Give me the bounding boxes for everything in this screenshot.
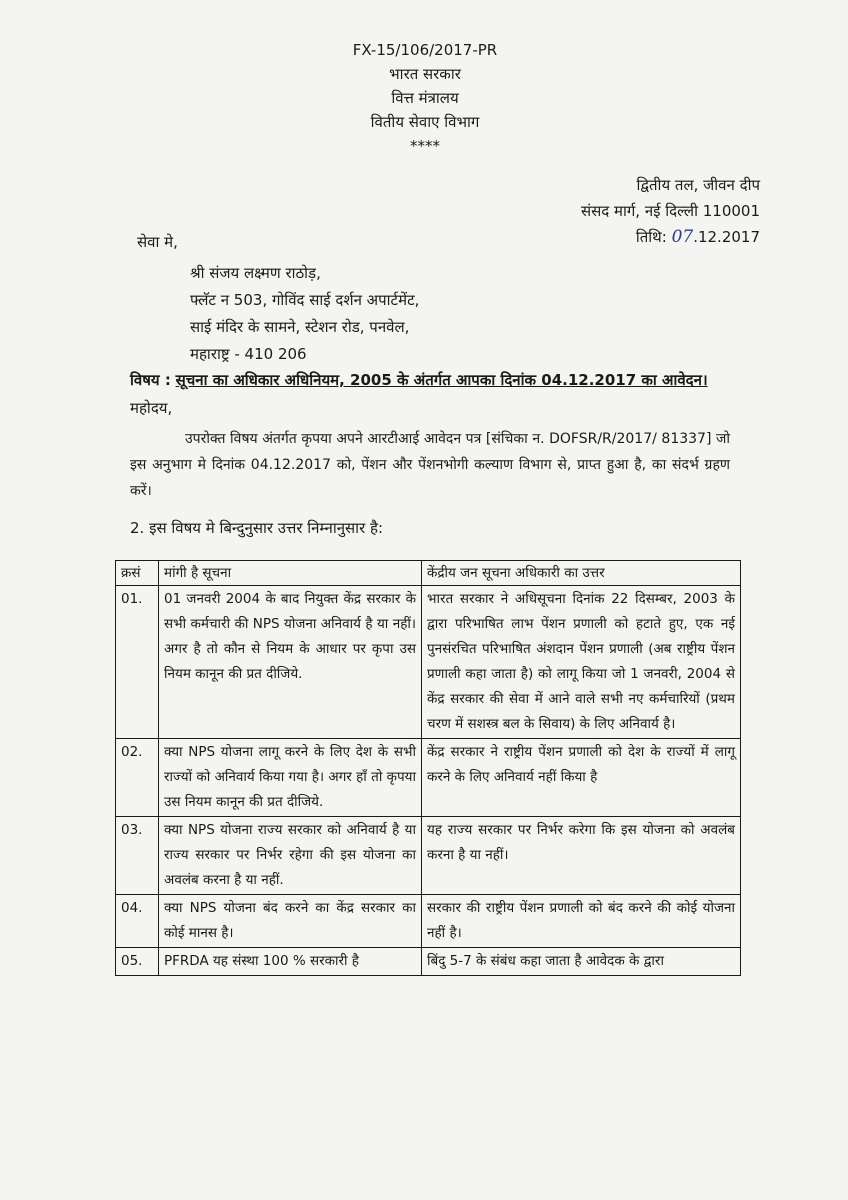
- row-question: PFRDA यह संस्था 100 % सरकारी है: [159, 948, 422, 976]
- ministry-name: वित्त मंत्रालय: [391, 89, 459, 107]
- point-2-intro: 2. इस विषय मे बिन्दुनुसार उत्तर निम्नानुसार है:: [130, 519, 383, 537]
- recipient-address: [190, 260, 419, 368]
- letterhead: [300, 38, 550, 158]
- row-question: क्या NPS योजना बंद करने का केंद्र सरकार का कोई मानस है।: [159, 895, 422, 948]
- table-header-row: [116, 561, 741, 586]
- sender-address: [581, 172, 760, 250]
- to-label: सेवा मे,: [137, 233, 178, 251]
- table-row: [116, 948, 741, 976]
- date-rest: .12.2017: [693, 228, 760, 246]
- response-table: [115, 560, 741, 976]
- government-name: भारत सरकार: [389, 65, 461, 83]
- body-paragraph: उपरोक्त विषय अंतर्गत कृपया अपने आरटीआई आवेदन पत्र [संचिका न. DOFSR/R/2017/ 81337] जो इस अनुभाग मे दिनांक 04.12.2017 को, पेंशन और पेंशनभोगी कल्याण विभाग से, प्राप्त हुआ है, का संदर्भ ग्रहण करें।: [130, 431, 730, 499]
- department-name: वितीय सेवाए विभाग: [370, 113, 480, 131]
- row-answer: यह राज्य सरकार पर निर्भर करेगा कि इस योजना को अवलंब करना है या नहीं।: [422, 817, 741, 895]
- date-line: [581, 224, 760, 250]
- recipient-name: श्री संजय लक्ष्मण राठोड़,: [190, 264, 321, 282]
- salutation: महोदय,: [130, 399, 173, 417]
- row-number: 04.: [116, 895, 159, 948]
- recipient-line-2: साई मंदिर के सामने, स्टेशन रोड, पनवेल,: [190, 318, 410, 336]
- row-answer: भारत सरकार ने अधिसूचना दिनांक 22 दिसम्बर, 2003 के द्वारा परिभाषित लाभ पेंशन प्रणाली को हटाते हुए, एक नई पुनसंरचित परिभाषित अंशदान पेंशन प्रणाली (अब राष्ट्रीय पेंशन प्रणाली कहा जाता है) को लागू किया जो 1 जनवरी, 2004 से केंद्र सरकार की सेवा में आने वाले सभी नए कर्मचारियों (प्रथम चरण में सशस्त्र बल के सिवाय) के लिए अनिवार्य है।: [422, 586, 741, 739]
- date-label: तिथि:: [635, 228, 667, 246]
- handwritten-day: 07: [671, 227, 694, 247]
- table-row: [116, 586, 741, 739]
- separator-stars: ****: [410, 137, 440, 155]
- row-question: क्या NPS योजना राज्य सरकार को अनिवार्य है या राज्य सरकार पर निर्भर रहेगा की इस योजना का अवलंब करना है या नहीं.: [159, 817, 422, 895]
- table-row: [116, 817, 741, 895]
- subject-text: सूचना का अधिकार अधिनियम, 2005 के अंतर्गत आपका दिनांक 04.12.2017 का आवेदन।: [175, 371, 708, 389]
- row-question: 01 जनवरी 2004 के बाद नियुक्त केंद्र सरकार के सभी कर्मचारी की NPS योजना अनिवार्य है या नहीं। अगर है तो कौन से नियम के आधार पर कृपा उस नियम कानून की प्रत दीजिये.: [159, 586, 422, 739]
- recipient-line-3: महाराष्ट्र - 410 206: [190, 345, 307, 363]
- row-answer: केंद्र सरकार ने राष्ट्रीय पेंशन प्रणाली को देश के राज्यों में लागू करने के लिए अनिवार्य नहीं किया है: [422, 739, 741, 817]
- address-line-1: द्वितीय तल, जीवन दीप: [636, 176, 760, 194]
- row-number: 02.: [116, 739, 159, 817]
- header-serial: क्रसं: [116, 561, 159, 586]
- table-row: [116, 895, 741, 948]
- row-number: 03.: [116, 817, 159, 895]
- reference-number: FX-15/106/2017-PR: [352, 41, 498, 59]
- address-line-2: संसद मार्ग, नई दिल्ली 110001: [580, 202, 760, 220]
- header-answer: केंद्रीय जन सूचना अधिकारी का उत्तर: [422, 561, 741, 586]
- table-row: [116, 739, 741, 817]
- recipient-line-1: फ्लॅट न 503, गोविंद साई दर्शन अपार्टमेंट,: [190, 291, 420, 309]
- subject-label: विषय :: [130, 371, 171, 389]
- row-question: क्या NPS योजना लागू करने के लिए देश के सभी राज्यों को अनिवार्य किया गया है। अगर हाँ तो कृपया उस नियम कानून की प्रत दीजिये.: [159, 739, 422, 817]
- row-answer: सरकार की राष्ट्रीय पेंशन प्रणाली को बंद करने की कोई योजना नहीं है।: [422, 895, 741, 948]
- subject-line: [130, 370, 750, 390]
- header-question: मांगी है सूचना: [159, 561, 422, 586]
- row-number: 05.: [116, 948, 159, 976]
- row-answer: बिंदु 5-7 के संबंध कहा जाता है आवेदक के द्वारा: [422, 948, 741, 976]
- row-number: 01.: [116, 586, 159, 739]
